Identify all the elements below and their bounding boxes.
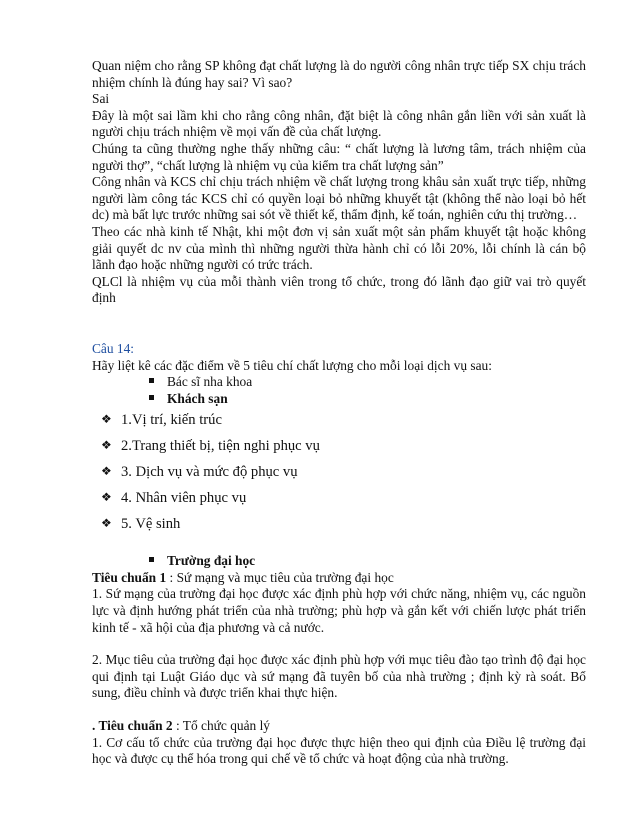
list-item: Bác sĩ nha khoa — [149, 374, 586, 391]
diamond-star-bullet-icon: ❖ — [101, 464, 112, 479]
criterion-heading: Tiêu chuẩn 1 : Sứ mạng và mục tiêu của trường đại học — [92, 569, 394, 585]
document-page — [92, 58, 586, 768]
answer-text: Sai — [92, 91, 110, 107]
question-line: Quan niệm cho rằng SP không đạt chất lượng là do người công nhân trực tiếp SX chịu trách nhiệm chính là đúng hay sai? Vì sao? — [92, 58, 586, 90]
square-bullet-icon — [149, 378, 154, 383]
list-item: ❖ 3. Dịch vụ và mức độ phục vụ — [101, 459, 586, 485]
diamond-star-bullet-icon: ❖ — [101, 412, 112, 427]
paragraph: Chúng ta cũng thường nghe thấy những câu: “ chất lượng là lương tâm, trách nhiệm của người thợ”, “chất lượng là nhiệm vụ của kiểm tra chất lượng sản” — [92, 140, 586, 173]
list-item: ❖ 5. Vệ sinh — [101, 511, 586, 537]
square-bullet-icon — [149, 395, 154, 400]
list-item: Trường đại học — [149, 553, 586, 570]
list-item: ❖ 4. Nhân viên phục vụ — [101, 485, 586, 511]
list-item: ❖ 1.Vị trí, kiến trúc — [101, 407, 586, 433]
square-bullet-icon — [149, 557, 154, 562]
criterion-heading: . Tiêu chuẩn 2 : Tổ chức quản lý — [92, 718, 271, 734]
diamond-star-bullet-icon: ❖ — [101, 490, 112, 505]
list-item: ❖ 2.Trang thiết bị, tiện nghi phục vụ — [101, 433, 586, 459]
paragraph: Công nhân và KCS chỉ chịu trách nhiệm về chất lượng trong khâu sản xuất trực tiếp, những người làm công tác KCS chỉ có quyền loại bỏ những khuyết tật (không thể nào loại bỏ hết dc) mà bất lực trước những sai sót về thiết kế, thẩm định, kế toán, nghiên cứu thị trường… — [92, 174, 586, 223]
paragraph: 2. Mục tiêu của trường đại học được xác định phù hợp với mục tiêu đào tạo trình độ đại học qui định tại Luật Giáo dục và sứ mạng đã tuyên bố của nhà trường ; định kỳ rà soát. Bổ sung, điều chỉnh và được triển khai thực hiện. — [92, 652, 586, 701]
paragraph: 1. Cơ cấu tổ chức của trường đại học được thực hiện theo qui định của Điều lệ trường đại học và được cụ thể hóa trong qui chế về tổ chức và hoạt động của nhà trường. — [92, 734, 586, 767]
diamond-star-bullet-icon: ❖ — [101, 516, 112, 531]
diamond-star-bullet-icon: ❖ — [101, 438, 112, 453]
question-heading: Câu 14: — [92, 340, 135, 356]
question-prompt: Hãy liệt kê các đặc điểm về 5 tiêu chí chất lượng cho mỗi loại dịch vụ sau: — [92, 357, 492, 373]
paragraph: Đây là một sai lầm khi cho rằng công nhân, đặt biệt là công nhân gắn liền với sản xuất là người chịu trách nhiệm về mọi vấn đề của chất lượng. — [92, 107, 586, 140]
paragraph: 1. Sứ mạng của trường đại học được xác định phù hợp với chức năng, nhiệm vụ, các nguồn lực và định hướng phát triển của nhà trường; phù hợp và gắn kết với chiến lược phát triển kinh tế - xã hội của địa phương và cả nước. — [92, 586, 586, 635]
paragraph: Theo các nhà kinh tế Nhật, khi một đơn vị sản xuất một sản phẩm khuyết tật hoặc không giải quyết dc nv của mình thì những người thừa hành chỉ có lỗi 20%, lỗi chính là cán bộ lãnh đạo hoặc những người có trức trách. — [92, 223, 586, 273]
list-item: Khách sạn — [149, 391, 586, 408]
paragraph: QLCl là nhiệm vụ của mỗi thành viên trong tổ chức, trong đó lãnh đạo giữ vai trò quyết định — [92, 273, 586, 306]
